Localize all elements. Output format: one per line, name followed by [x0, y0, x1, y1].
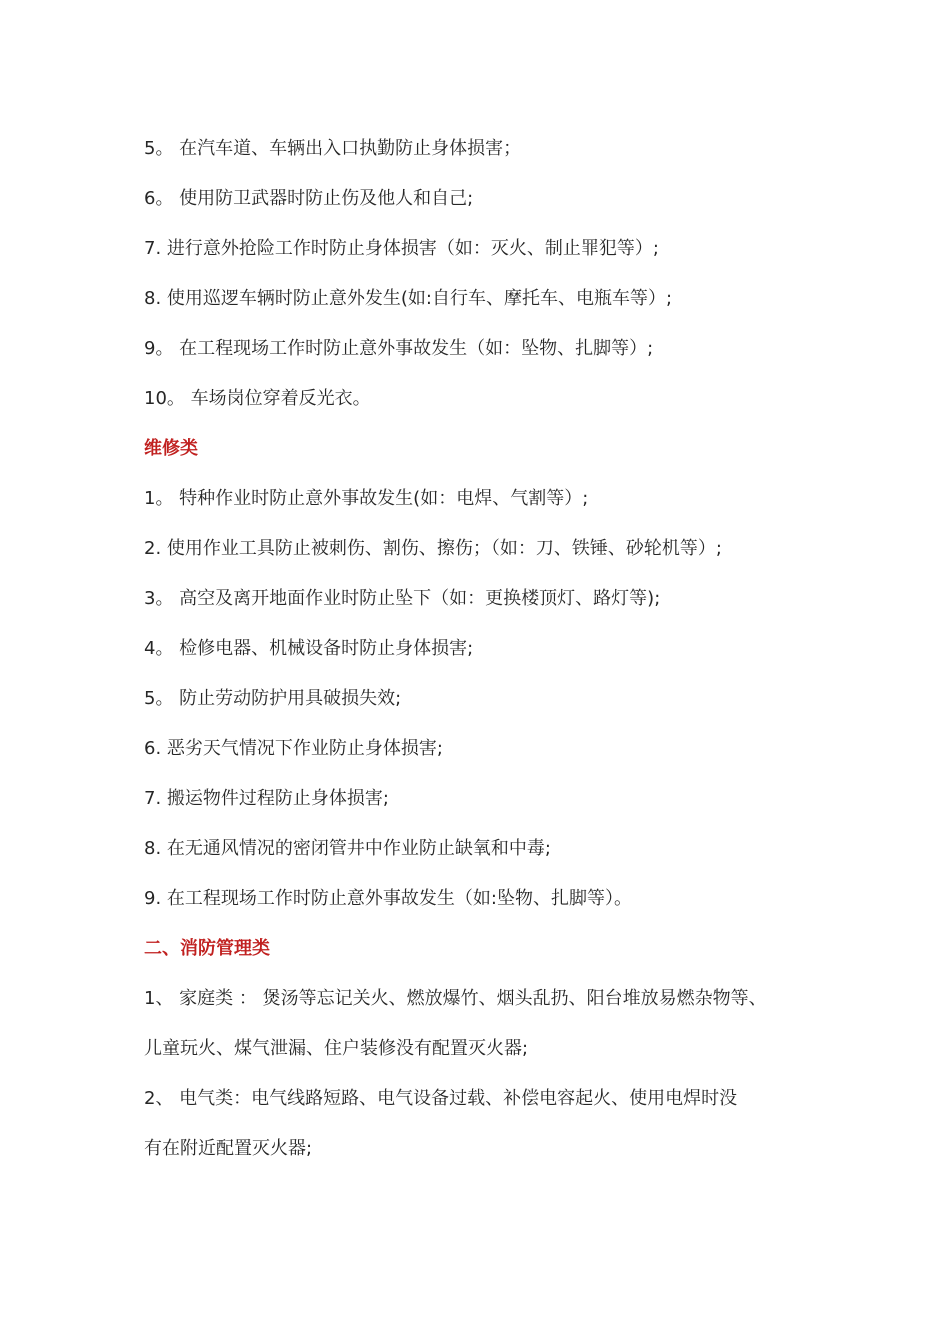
fire-item-1-line-1: 1、 家庭类 ： 煲汤等忘记关火、燃放爆竹、烟头乱扔、阳台堆放易燃杂物等、 — [144, 988, 767, 1009]
maintenance-item-8: 8. 在无通风情况的密闭管井中作业防止缺氧和中毒; — [144, 838, 551, 859]
maintenance-item-5: 5。 防止劳动防护用具破损失效; — [144, 688, 402, 709]
fire-item-2-line-1: 2、 电气类：电气线路短路、电气设备过载、补偿电容起火、使用电焊时没 — [144, 1088, 738, 1109]
maintenance-heading: 维修类 — [144, 438, 198, 459]
maintenance-item-7: 7. 搬运物件过程防止身体损害; — [144, 788, 389, 809]
fire-management-heading: 二、消防管理类 — [144, 938, 270, 959]
maintenance-item-1: 1。 特种作业时防止意外事故发生(如：电焊、气割等）; — [144, 488, 589, 509]
maintenance-item-6: 6. 恶劣天气情况下作业防止身体损害; — [144, 738, 443, 759]
security-item-5: 5。 在汽车道、车辆出入口执勤防止身体损害； — [144, 138, 522, 159]
maintenance-item-9: 9. 在工程现场工作时防止意外事故发生（如:坠物、扎脚等）。 — [144, 888, 632, 909]
fire-item-1-line-2: 儿童玩火、煤气泄漏、住户装修没有配置灭火器; — [144, 1038, 529, 1059]
security-item-10: 10。 车场岗位穿着反光衣。 — [144, 388, 371, 409]
security-item-8: 8. 使用巡逻车辆时防止意外发生(如:自行车、摩托车、电瓶车等）; — [144, 288, 673, 309]
security-item-6: 6。 使用防卫武器时防止伤及他人和自己; — [144, 188, 474, 209]
security-item-7: 7. 进行意外抢险工作时防止身体损害（如：灭火、制止罪犯等）; — [144, 238, 659, 259]
security-item-9: 9。 在工程现场工作时防止意外事故发生（如：坠物、扎脚等）; — [144, 338, 654, 359]
maintenance-item-4: 4。 检修电器、机械设备时防止身体损害; — [144, 638, 474, 659]
document-page — [144, 124, 844, 1174]
maintenance-item-3: 3。 高空及离开地面作业时防止坠下（如：更换楼顶灯、路灯等); — [144, 588, 661, 609]
fire-item-2-line-2: 有在附近配置灭火器; — [144, 1138, 313, 1159]
maintenance-item-2: 2. 使用作业工具防止被刺伤、割伤、擦伤；（如：刀、铁锤、砂轮机等）; — [144, 538, 722, 559]
